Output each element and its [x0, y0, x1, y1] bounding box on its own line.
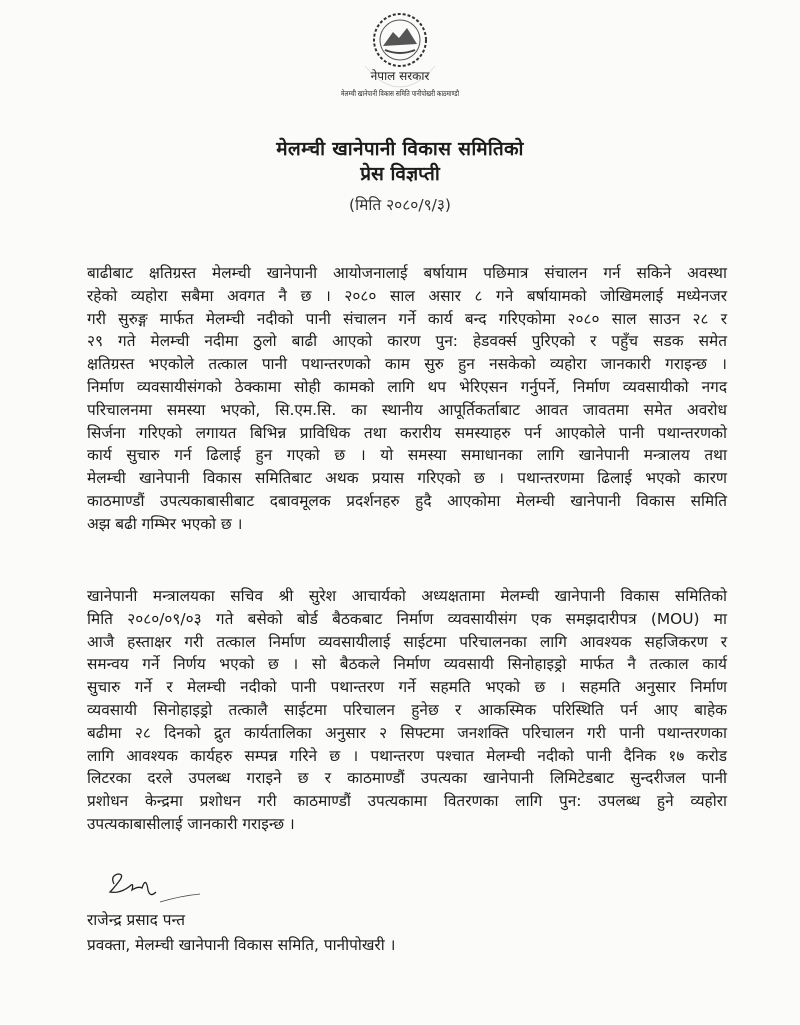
text-line: सुचारु गर्ने र मेलम्ची नदीको पानी पथान्तरण गर्ने सहमति भएको छ । सहमति अनुसार निर्माण: [87, 678, 727, 697]
text-line: मिति २०८०/०९/०३ गते बसेको बोर्ड बैठकबाट निर्माण व्यवसायीसंग एक समझदारीपत्र (MOU) मा: [87, 609, 727, 628]
text-line: बाढीबाट क्षतिग्रस्त मेलम्ची खानेपानी आयोजनालाई बर्षायाम पछिमात्र संचालन गर्न सकिने अवस्था: [87, 264, 727, 282]
text-line: आजै हस्ताक्षर गरी तत्काल निर्माण व्यवसायीलाई साईटमा परिचालनका लागि आवश्यक सहजिकरण र: [87, 632, 727, 651]
text-line: सिर्जना गरिएको लगायत बिभिन्न प्राविधिक तथा करारीय समस्याहरु पर्न आएकोले पानी पथान्तरणको: [87, 423, 727, 442]
text-line: काठमाण्डौं उपत्यकाबासीबाट दबावमूलक प्रदर्शनहरु हुदै आएकोमा मेलम्ची खानेपानी विकास समिति: [87, 491, 727, 510]
signatory-role: प्रवक्ता, मेलम्ची खानेपानी विकास समिति, पानीपोखरी ।: [87, 936, 396, 954]
handwritten-signature-icon: [100, 862, 200, 912]
text-line: उपत्यकाबासीलाई जानकारी गराइन्छ ।: [87, 814, 295, 833]
text-line: समन्वय गर्ने निर्णय भएको छ । सो बैठकले निर्माण व्यवसायी सिनोहाइड्रो मार्फत नै तत्काल कार्य: [87, 655, 727, 674]
text-line: मेलम्ची खानेपानी विकास समितिबाट अथक प्रयास गरिएको छ । पथान्तरणमा ढिलाई भएको कारण: [87, 469, 727, 488]
paragraph-1: [87, 262, 727, 536]
text-line: अझ बढी गम्भिर भएको छ ।: [87, 514, 243, 533]
seal-text-bottom: मेलम्ची खानेपानी विकास समिति पानीपोखरी काठमाण्डौ: [341, 89, 460, 98]
government-of-nepal-emblem-icon: [335, 8, 465, 123]
text-line: २९ गते मेलम्ची नदीमा ठुलो बाढी आएको कारण पुन: हेडवर्क्स पुरिएको र पहुँच सडक समेत: [87, 332, 727, 351]
text-line: व्यवसायी सिनोहाइड्रो तत्कालै साईटमा परिचालन हुनेछ र आकस्मिक परिस्थिति पर्न आए बाहेक: [87, 700, 727, 719]
text-line: प्रशोधन केन्द्रमा प्रशोधन गरी काठमाण्डौं उपत्यकामा वितरणका लागि पुन: उपलब्ध हुने व्यहोरा: [87, 792, 727, 811]
release-date: (मिति २०८०/९/३): [349, 196, 451, 214]
signatory-name: राजेन्द्र प्रसाद पन्त: [87, 911, 185, 929]
paragraph-2: [87, 585, 727, 836]
text-line: निर्माण व्यवसायीसंगको ठेक्कामा सोही कामको लागि थप भेरिएसन गर्नुपर्ने, निर्माण व्यवसायीको नगद: [87, 377, 727, 396]
signature: [100, 862, 200, 912]
text-line: लिटरका दरले उपलब्ध गराइने छ र काठमाण्डौं उपत्यका खानेपानी लिमिटेडबाट सुन्दरीजल पानी: [87, 769, 727, 788]
text-line: बढीमा २८ दिनको द्रुत कार्यतालिका अनुसार २ सिफ्टमा जनशक्ति परिचालन गरी पानी पथान्तरणका: [87, 723, 727, 742]
text-line: परिचालनमा समस्या भएको, सि.एम.सि. का स्थानीय आपूर्तिकर्ताबाट आवत जावतमा समेत अवरोध: [87, 400, 727, 419]
text-line: खानेपानी मन्त्रालयका सचिव श्री सुरेश आचार्यको अध्यक्षतामा मेलम्ची खानेपानी विकास समितिको: [87, 587, 727, 605]
text-line: गरी सुरुङ्ग मार्फत मेलम्ची नदीको पानी संचालन गर्ने कार्य बन्द गरिएकोमा २०८० साल साउन २८ र: [87, 309, 727, 328]
government-seal: [335, 8, 465, 123]
page-subtitle: प्रेस विज्ञप्ती: [360, 163, 440, 185]
text-line: रहेको व्यहोरा सबैमा अवगत नै छ । २०८० साल असार ८ गने बर्षायामको जोखिमलाई मध्येनजर: [87, 286, 727, 305]
text-line: लागि आवश्यक कार्यहरु सम्पन्न गरिने छ । पथान्तरण पश्चात मेलम्ची नदीको पानी दैनिक १७ करोड: [87, 746, 727, 765]
text-line: क्षतिग्रस्त भएकोले तत्काल पानी पथान्तरणको काम सुरु हुन नसकेको व्यहोरा जानकारी गराइन्छ ।: [87, 355, 727, 374]
seal-text-top: नेपाल सरकार: [370, 69, 430, 83]
text-line: कार्य सुचारु गर्न ढिलाई हुन गएको छ । यो समस्या समाधानका लागि खानेपानी मन्त्रालय तथा: [87, 446, 727, 465]
page-title: मेलम्ची खानेपानी विकास समितिको: [276, 138, 524, 160]
